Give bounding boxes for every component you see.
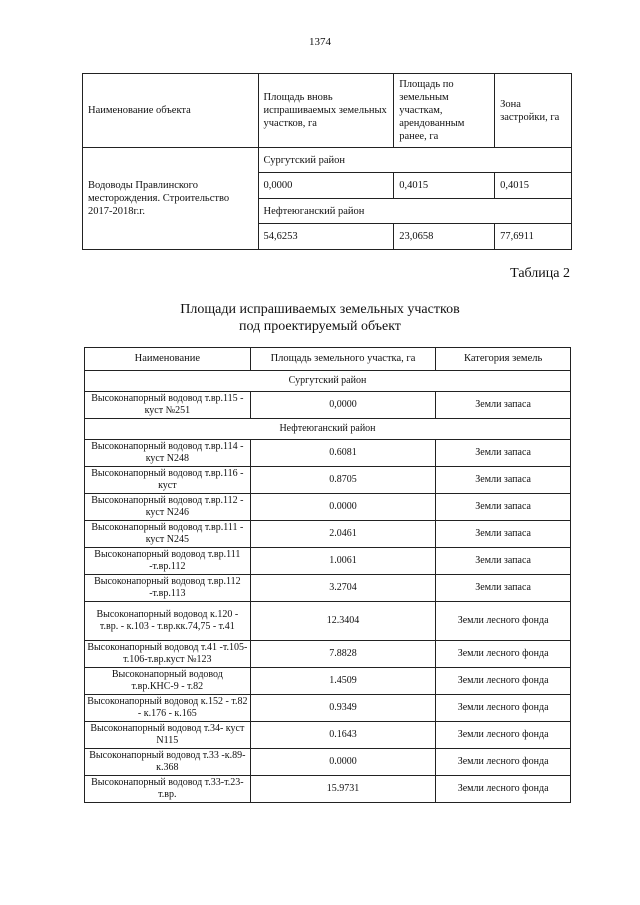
table-title-line: под проектируемый объект	[239, 319, 401, 334]
table1-object-name: Водоводы Правлинского месторождения. Строительство 2017-2018г.г.	[83, 148, 259, 250]
table2-cell-category: Земли запаса	[436, 392, 571, 419]
table2-cell-name: Высоконапорный водовод т.33-т.23-т.вр.	[85, 776, 251, 803]
table1-cell: 0,4015	[394, 173, 495, 199]
land-plots-table	[84, 347, 571, 803]
table2-cell-area: 12.3404	[250, 602, 436, 641]
table1-cell: 77,6911	[495, 224, 572, 250]
table1-cell: 0,4015	[495, 173, 572, 199]
table2-cell-area: 0.0000	[250, 749, 436, 776]
table-title	[0, 301, 640, 335]
table1-cell: 54,6253	[258, 224, 394, 250]
table2-cell-category: Земли лесного фонда	[436, 749, 571, 776]
table1-region: Сургутский район	[258, 148, 572, 173]
table2-cell-name: Высоконапорный водовод т.вр.114 - куст N248	[85, 440, 251, 467]
table-row	[85, 695, 571, 722]
table-row	[85, 440, 571, 467]
table2-header-category: Категория земель	[436, 348, 571, 371]
table2-cell-area: 0.6081	[250, 440, 436, 467]
object-area-table	[82, 73, 572, 250]
table2-cell-category: Земли лесного фонда	[436, 695, 571, 722]
table2-cell-category: Земли запаса	[436, 440, 571, 467]
table2-cell-area: 0,0000	[250, 392, 436, 419]
table2-cell-name: Высоконапорный водовод к.120 - т.вр. - к.103 - т.вр.кк.74,75 - т.41	[85, 602, 251, 641]
table2-cell-name: Высоконапорный водовод т.вр.КНС-9 - т.82	[85, 668, 251, 695]
table2-cell-category: Земли лесного фонда	[436, 602, 571, 641]
table-row	[85, 668, 571, 695]
table2-cell-name: Высоконапорный водовод т.вр.112 -т.вр.113	[85, 575, 251, 602]
table2-cell-name: Высоконапорный водовод т.41 -т.105-т.106-т.вр.куст №123	[85, 641, 251, 668]
table-label: Таблица 2	[510, 266, 570, 281]
table1-header-object: Наименование объекта	[83, 74, 259, 148]
table2-cell-category: Земли запаса	[436, 521, 571, 548]
table2-header-name: Наименование	[85, 348, 251, 371]
table1-header-new-area: Площадь вновь испрашиваемых земельных участков, га	[258, 74, 394, 148]
table2-cell-area: 1.4509	[250, 668, 436, 695]
table2-cell-area: 0.9349	[250, 695, 436, 722]
table2-cell-category: Земли лесного фонда	[436, 776, 571, 803]
table2-cell-name: Высоконапорный водовод т.вр.111 -т.вр.112	[85, 548, 251, 575]
table2-cell-category: Земли лесного фонда	[436, 668, 571, 695]
table-title-line: Площади испрашиваемых земельных участков	[180, 302, 460, 317]
table2-cell-name: Высоконапорный водовод к.152 - т.82 - к.176 - к.165	[85, 695, 251, 722]
table2-cell-area: 1.0061	[250, 548, 436, 575]
table-row	[85, 641, 571, 668]
table2-cell-area: 0.0000	[250, 494, 436, 521]
table-row	[85, 521, 571, 548]
table-row	[85, 776, 571, 803]
table2-cell-area: 3.2704	[250, 575, 436, 602]
table2-cell-area: 2.0461	[250, 521, 436, 548]
table2-cell-name: Высоконапорный водовод т.вр.115 - куст №251	[85, 392, 251, 419]
table2-cell-category: Земли запаса	[436, 467, 571, 494]
table-row	[85, 494, 571, 521]
table-row	[85, 722, 571, 749]
table2-cell-name: Высоконапорный водовод т.вр.112 - куст N246	[85, 494, 251, 521]
table2-cell-name: Высоконапорный водовод т.вр.116 - куст	[85, 467, 251, 494]
table1-cell: 0,0000	[258, 173, 394, 199]
table-row	[85, 392, 571, 419]
table-row	[85, 575, 571, 602]
table1-header-building-zone: Зона застройки, га	[495, 74, 572, 148]
table2-region-row: Нефтеюганский район	[85, 419, 571, 440]
table1-cell: 23,0658	[394, 224, 495, 250]
table2-cell-area: 0.8705	[250, 467, 436, 494]
table2-cell-area: 0.1643	[250, 722, 436, 749]
page-number: 1374	[309, 36, 331, 48]
table1-header-leased-area: Площадь по земельным участкам, арендованным ранее, га	[394, 74, 495, 148]
table2-region-row: Сургутский район	[85, 371, 571, 392]
table2-cell-area: 7.8828	[250, 641, 436, 668]
table2-cell-name: Высоконапорный водовод т.34- куст N115	[85, 722, 251, 749]
table-row	[85, 467, 571, 494]
table-row	[85, 749, 571, 776]
table-row	[85, 602, 571, 641]
table2-cell-name: Высоконапорный водовод т.33 -к.89-к.368	[85, 749, 251, 776]
table2-cell-area: 15.9731	[250, 776, 436, 803]
table-row	[85, 548, 571, 575]
table2-cell-category: Земли лесного фонда	[436, 722, 571, 749]
table2-cell-category: Земли лесного фонда	[436, 641, 571, 668]
table2-cell-category: Земли запаса	[436, 494, 571, 521]
table2-cell-category: Земли запаса	[436, 548, 571, 575]
table2-header-area: Площадь земельного участка, га	[250, 348, 436, 371]
table1-region: Нефтеюганский район	[258, 199, 572, 224]
table2-cell-name: Высоконапорный водовод т.вр.111 - куст N245	[85, 521, 251, 548]
table2-cell-category: Земли запаса	[436, 575, 571, 602]
